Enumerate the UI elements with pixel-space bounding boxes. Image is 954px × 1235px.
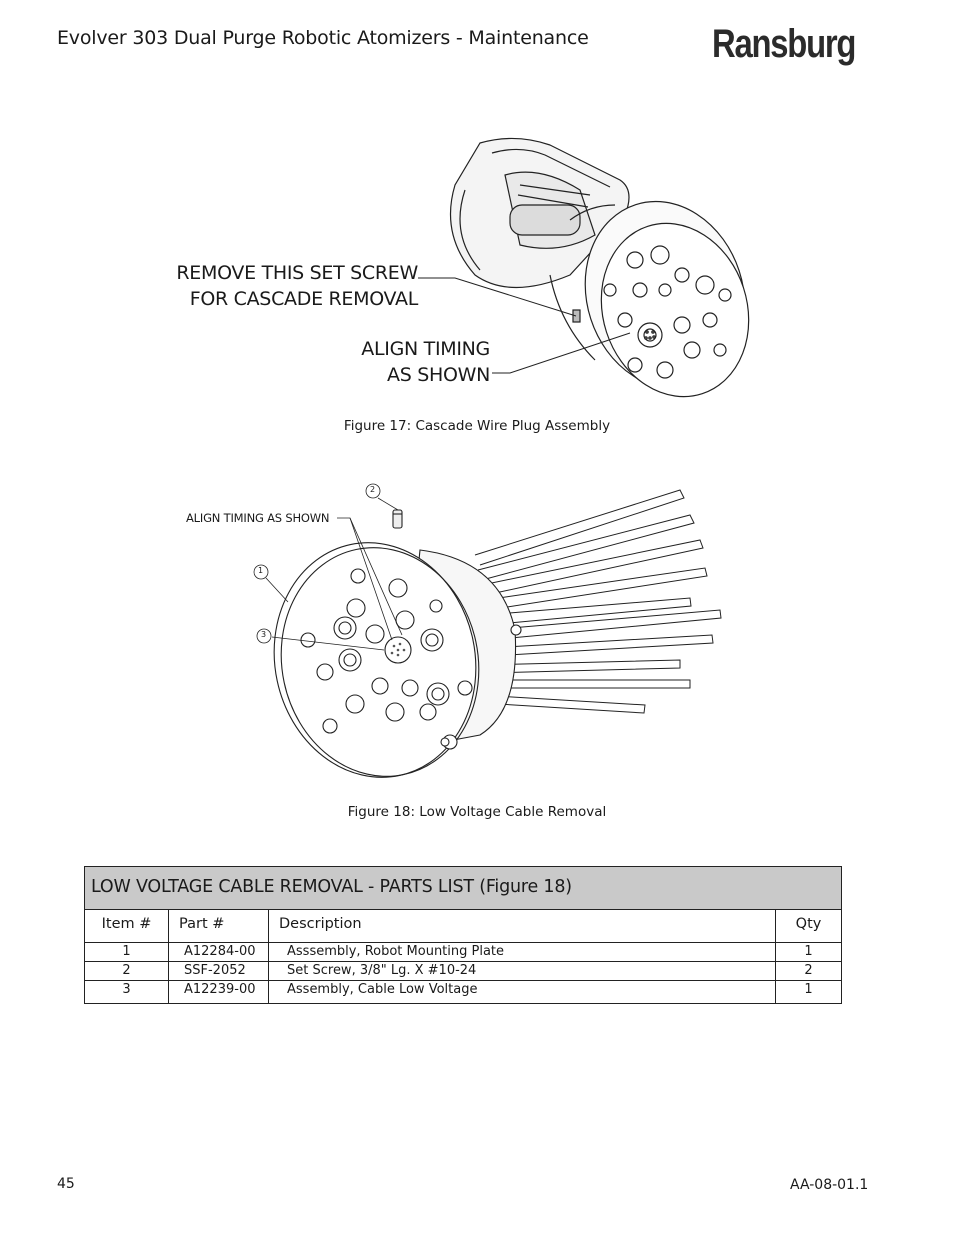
page-number: 45 xyxy=(57,1176,75,1192)
column-header-description: Description xyxy=(269,910,776,942)
figure-18-caption: Figure 18: Low Voltage Cable Removal xyxy=(347,804,607,820)
callout-align-timing-line2: AS SHOWN xyxy=(387,364,490,386)
figure-18-callout-align-timing: ALIGN TIMING AS SHOWN xyxy=(186,511,330,525)
callout-set-screw-line2: FOR CASCADE REMOVAL xyxy=(189,288,418,310)
figure-18-leader-lines xyxy=(0,470,954,670)
balloon-item-3: 3 xyxy=(261,630,266,639)
parts-list-title: LOW VOLTAGE CABLE REMOVAL - PARTS LIST (Figure 18) xyxy=(85,867,841,910)
cell-description: Asssembly, Robot Mounting Plate xyxy=(269,943,776,961)
table-row xyxy=(85,981,841,1003)
document-id: AA-08-01.1 xyxy=(790,1177,869,1193)
cell-description: Assembly, Cable Low Voltage xyxy=(269,981,776,1003)
callout-set-screw xyxy=(150,260,418,312)
page-header-title: Evolver 303 Dual Purge Robotic Atomizers - Maintenance xyxy=(57,27,589,49)
cell-part: SSF-2052 xyxy=(169,962,269,980)
balloon-item-2: 2 xyxy=(370,485,375,494)
cell-part: A12284-00 xyxy=(169,943,269,961)
cell-qty: 1 xyxy=(804,982,813,997)
cell-part: A12239-00 xyxy=(169,981,269,1003)
callout-set-screw-line1: REMOVE THIS SET SCREW xyxy=(176,262,418,284)
cell-item: 2 xyxy=(85,962,169,980)
column-header-qty: Qty xyxy=(795,916,822,932)
cell-description: Set Screw, 3/8" Lg. X #10-24 xyxy=(269,962,776,980)
cell-item: 3 xyxy=(85,981,169,1003)
ransburg-logo: Ransburg xyxy=(712,22,856,66)
column-header-item: Item # xyxy=(85,910,169,942)
table-row xyxy=(85,943,841,962)
cell-qty: 1 xyxy=(804,944,813,959)
parts-list-header-row xyxy=(85,910,841,943)
figure-17-caption: Figure 17: Cascade Wire Plug Assembly xyxy=(343,418,611,434)
cell-qty: 2 xyxy=(804,963,813,978)
column-header-part: Part # xyxy=(169,910,269,942)
balloon-item-1: 1 xyxy=(258,566,263,575)
parts-list-table xyxy=(84,866,842,1004)
table-row xyxy=(85,962,841,981)
callout-align-timing-line1: ALIGN TIMING xyxy=(361,338,490,360)
callout-align-timing xyxy=(300,336,490,388)
cell-item: 1 xyxy=(85,943,169,961)
